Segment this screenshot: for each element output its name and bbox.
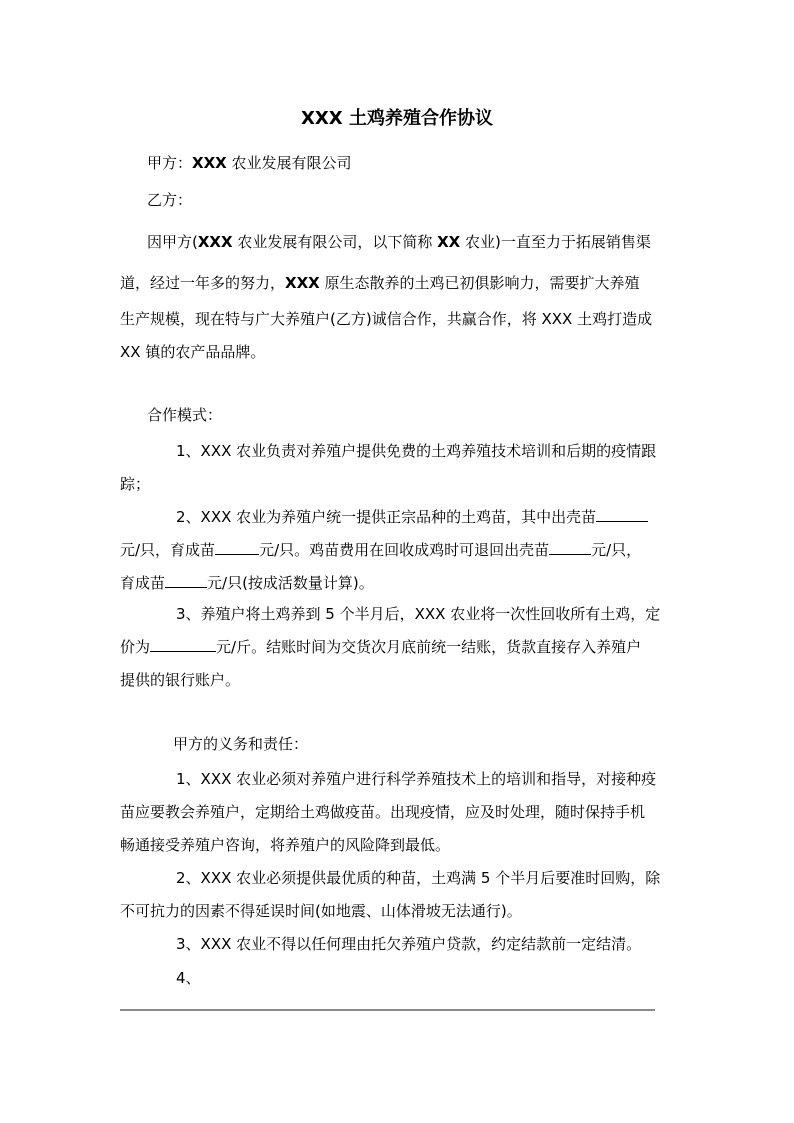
clause-text: 育成苗 [120,574,166,592]
obligations-heading: 甲方的义务和责任： [173,735,309,753]
document-title: XXX 土鸡养殖合作协议 [301,108,493,129]
party-a-name-rest: 农业发展有限公司 [226,154,352,172]
cooperation-item-2-line-2 [120,539,641,561]
cooperation-item-2-line-1 [176,506,648,528]
cooperation-item-3-line-3: 提供的银行账户。 [120,671,241,689]
clause-text: 元/只，育成苗 [120,541,216,559]
fill-in-blank [549,540,591,555]
clause-text: 价为 [120,638,151,656]
obligation-item-2-line-2: 不可抗力的因素不得延误时间(如地震、山体滑坡无法通行)。 [120,902,522,920]
intro-bold-text: XX [437,233,461,251]
party-a-name-bold: XXX [192,154,227,172]
fill-in-blank [596,507,648,522]
cooperation-item-1-line-2: 踪； [120,475,151,493]
cooperation-heading: 合作模式： [147,406,223,424]
clause-text: 元/只。鸡苗费用在回收成鸡时可退回出壳苗 [259,541,550,559]
intro-text: 农业发展有限公司，以下简称 [232,233,438,251]
intro-text: 原生态散养的土鸡已初俱影响力，需要扩大养殖 [319,274,640,292]
obligation-item-1-line-1: 1、XXX 农业必须对养殖户进行科学养殖技术上的培训和指导，对接种疫 [176,770,657,788]
party-b-line: 乙方： [147,191,193,209]
obligation-item-1-line-3: 畅通接受养殖户咨询，将养殖户的风险降到最低。 [120,836,451,854]
obligation-item-3-line-1: 3、XXX 农业不得以任何理由托欠养殖户贷款，约定结款前一定结清。 [176,935,642,953]
party-a-line [147,152,352,174]
clause-text: 2、XXX 农业为养殖户统一提供正宗品种的土鸡苗，其中出壳苗 [176,508,597,526]
fill-in-blank [215,540,259,555]
clause-text: 元/斤。结账时间为交货次月底前统一结账，货款直接存入养殖户 [216,638,642,656]
intro-bold-text: XXX [197,233,233,251]
cooperation-item-2-line-3 [120,572,374,594]
intro-text: 农业)一直至力于拓展销售渠 [460,233,651,251]
obligation-item-2-line-1: 2、XXX 农业必须提供最优质的种苗，土鸡满 5 个半月后要准时回购，除 [176,869,661,887]
clause-text: 元/只(按成活数量计算)。 [207,574,374,592]
cooperation-item-3-line-2 [120,636,641,658]
intro-line-4: XX 镇的农产品品牌。 [120,343,266,361]
obligation-item-1-line-2: 苗应要教会养殖户，定期给土鸡做疫苗。出现疫情，应及时处理，随时保持手机 [120,803,646,821]
intro-text: 因甲方( [147,233,198,251]
intro-line-3: 生产规模，现在特与广大养殖户(乙方)诚信合作，共赢合作，将 XXX 土鸡打造成 [120,310,653,328]
intro-bold-text: XXX [285,274,320,292]
cooperation-item-3-line-1: 3、养殖户将土鸡养到 5 个半月后，XXX 农业将一次性回收所有土鸡，定 [176,605,661,623]
fill-in-blank [150,637,216,652]
footer-divider [120,1009,655,1011]
intro-line-1 [147,231,651,253]
obligation-item-4-line-1: 4、 [176,969,201,987]
clause-text: 元/只， [591,541,642,559]
cooperation-item-1-line-1: 1、XXX 农业负责对养殖户提供免费的土鸡养殖技术培训和后期的疫情跟 [176,442,657,460]
intro-line-2 [120,272,640,294]
fill-in-blank [165,573,207,588]
intro-text: 道，经过一年多的努力， [120,274,286,292]
party-a-label: 甲方： [147,154,193,172]
